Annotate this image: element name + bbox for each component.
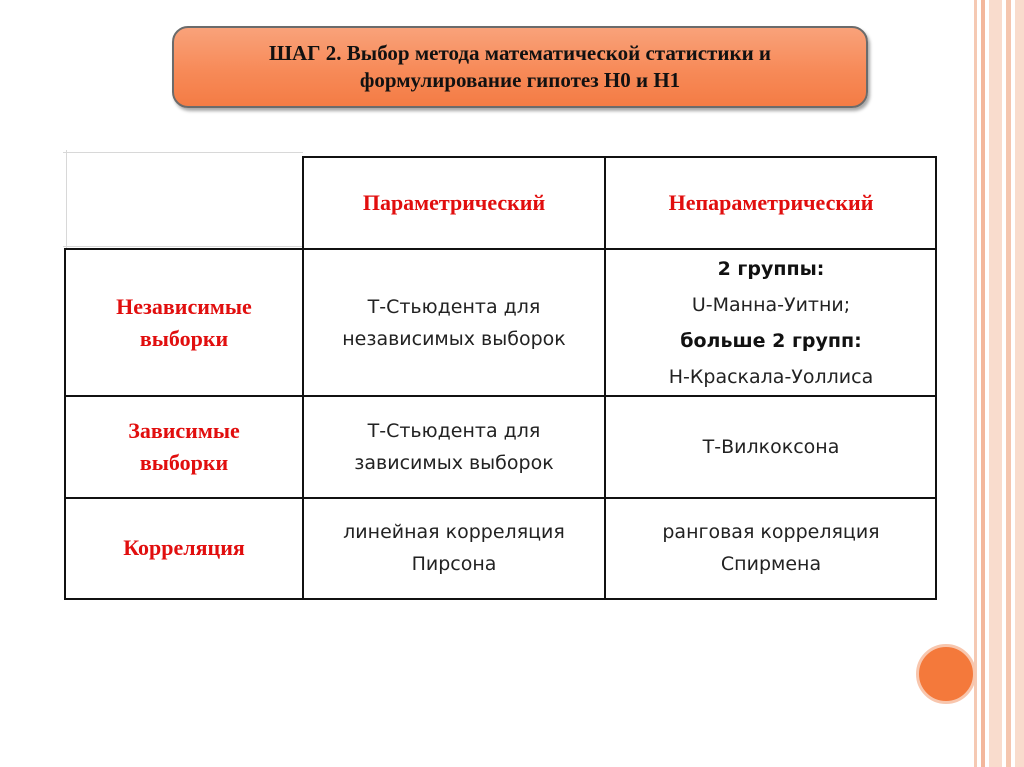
grid-line xyxy=(66,150,67,248)
cell-text-line-bold: больше 2 групп: xyxy=(680,329,862,352)
cell-text-line: независимых выборок xyxy=(342,327,566,350)
table-border xyxy=(64,497,937,499)
cell-text-line: Т-Стьюдента для xyxy=(367,295,541,318)
cell-correlation-nonparametric xyxy=(605,498,937,598)
row-label-dependent xyxy=(65,396,303,498)
cell-text-line: U-Манна-Уитни; xyxy=(691,293,851,316)
slide-title-line-2: формулирование гипотез Н0 и Н1 xyxy=(359,68,681,92)
cell-text-line-bold: 2 группы: xyxy=(717,257,825,280)
row-label-line: выборки xyxy=(139,325,229,351)
row-label-independent xyxy=(65,249,303,396)
cell-text-line: линейная корреляция xyxy=(343,521,565,543)
row-label-line: Корреляция xyxy=(123,535,245,560)
table-border xyxy=(302,156,936,158)
row-label-line: Зависимые xyxy=(128,418,240,443)
header-parametric-label: Параметрический xyxy=(362,190,546,215)
methods-table xyxy=(63,150,937,600)
decorative-side-stripes xyxy=(972,0,1024,767)
cell-dependent-nonparametric xyxy=(605,396,937,498)
cell-text-line: Н-Краскала-Уоллиса xyxy=(668,365,874,388)
table-border xyxy=(935,156,937,600)
header-parametric xyxy=(303,157,605,249)
table-border xyxy=(64,395,937,397)
cell-correlation-parametric xyxy=(303,498,605,598)
table-border xyxy=(64,598,937,600)
cell-text-line: Спирмена xyxy=(720,553,822,575)
cell-text-line: Пирсона xyxy=(411,553,497,575)
row-label-correlation xyxy=(65,498,303,598)
cell-dependent-parametric xyxy=(303,396,605,498)
grid-line xyxy=(63,152,303,153)
slide-title-line-1: ШАГ 2. Выбор метода математической статистики и xyxy=(268,41,772,65)
table-border xyxy=(604,156,606,600)
table-border xyxy=(64,248,937,250)
cell-text-line: ранговая корреляция xyxy=(662,521,880,543)
table-border xyxy=(64,248,66,600)
cell-text-line: Т-Вилкоксона xyxy=(702,436,840,458)
header-nonparametric-label: Непараметрический xyxy=(668,190,874,215)
decorative-orange-circle xyxy=(916,644,976,704)
grid-line xyxy=(63,246,303,247)
header-nonparametric xyxy=(605,157,937,249)
cell-independent-nonparametric xyxy=(605,249,937,396)
slide-title-box xyxy=(172,26,868,108)
row-label-line: выборки xyxy=(139,450,229,475)
row-label-line: Независимые xyxy=(116,293,252,319)
cell-text-line: зависимых выборок xyxy=(354,452,554,474)
cell-text-line: Т-Стьюдента для xyxy=(367,420,541,442)
table-border xyxy=(302,156,304,600)
cell-independent-parametric xyxy=(303,249,605,396)
